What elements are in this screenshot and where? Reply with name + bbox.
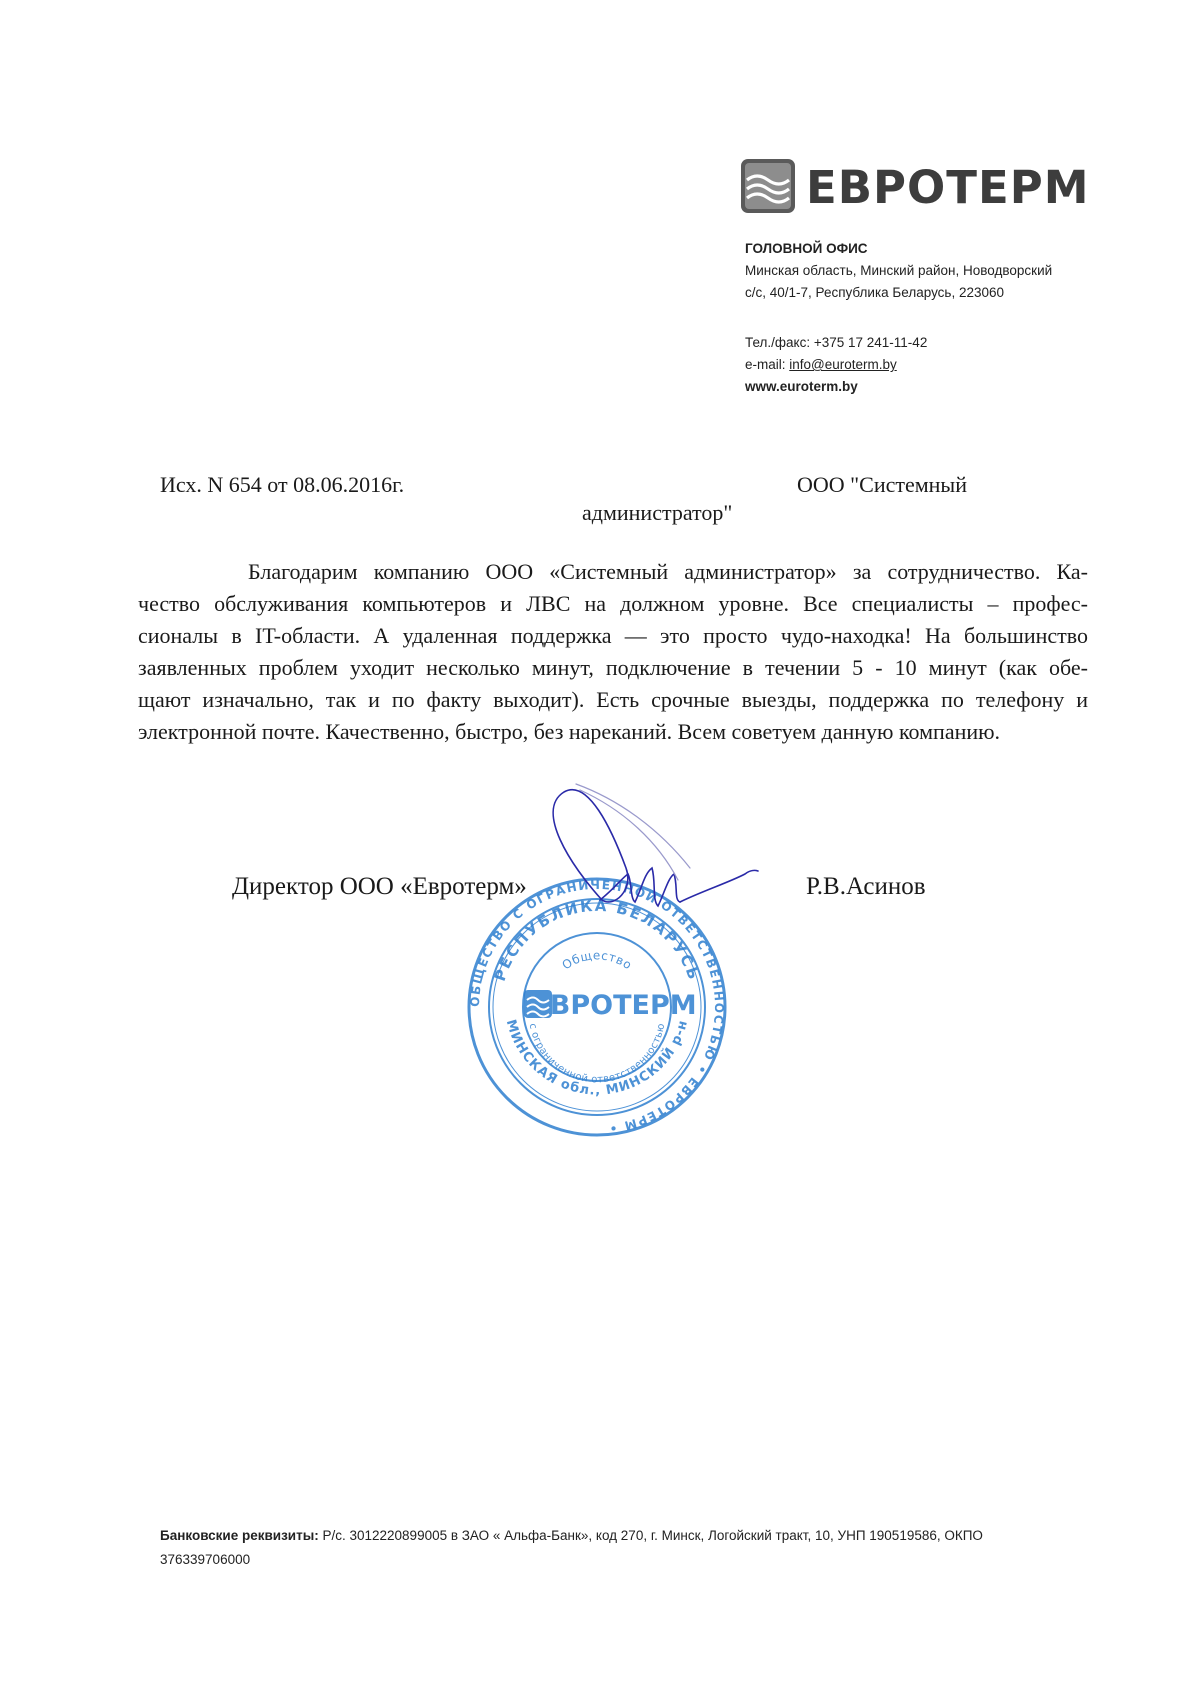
email-label: e-mail:	[745, 357, 790, 372]
handwritten-signature	[540, 770, 770, 940]
svg-text:Общество	[560, 948, 635, 972]
bank-details-line-2: 376339706000	[160, 1552, 251, 1567]
stamp-ring-bottom: МИНСКАЯ обл., МИНСКИЙ р-н	[502, 1017, 692, 1099]
logo-waves-icon	[740, 158, 796, 214]
office-heading: ГОЛОВНОЙ ОФИС	[745, 241, 868, 256]
signatory-title: Директор ООО «Евротерм»	[232, 873, 527, 900]
body-line: электронной почте. Качественно, быстро, без нареканий. Всем советуем данную компанию.	[138, 719, 1001, 744]
company-logo	[740, 158, 1100, 222]
address-line-1: Минская область, Минский район, Новодворский	[745, 263, 1053, 278]
recipient-line-1: ООО "Системный	[797, 472, 967, 497]
bank-details-label: Банковские реквизиты:	[160, 1528, 319, 1543]
website-link[interactable]: www.euroterm.by	[745, 379, 858, 394]
signatory-name: Р.В.Асинов	[806, 873, 926, 900]
stamp-outer-text: ОБЩЕСТВО С ОГРАНИЧЕННОЙ ОТВЕТСТВЕННОСТЬЮ • ЕВРОТЕРМ •	[467, 877, 727, 1136]
address-line-2: с/с, 40/1-7, Республика Беларусь, 223060	[745, 285, 1005, 300]
email-link[interactable]: info@euroterm.by	[789, 357, 897, 372]
letter-body	[138, 556, 1088, 748]
body-line: Благодарим компанию ООО «Системный администратор» за сотрудничество. Ка-	[248, 559, 1088, 584]
bank-details	[160, 1524, 1060, 1572]
body-line: щают изначально, так и по факту выходит). Есть срочные выезды, поддержка по телефону и	[138, 687, 1088, 712]
stamp-center-brand: ЕВРОТЕРМ	[531, 990, 697, 1021]
bank-details-text: Р/с. 3012220899005 в ЗАО « Альфа-Банк», код 270, г. Минск, Логойский тракт, 10, УНП 190519586, ОКПО	[318, 1528, 983, 1543]
contacts-block	[745, 332, 1165, 398]
stamp-inner-bottom: с ограниченной ответственностью	[526, 1022, 668, 1086]
recipient-line-2: администратор"	[582, 500, 733, 525]
body-line: заявленных проблем уходит несколько минут, подключение в течении 5 - 10 минут (как обе-	[138, 655, 1088, 680]
outgoing-number: Исх. N 654 от 08.06.2016г.	[160, 472, 405, 497]
email-row	[745, 354, 1165, 376]
phone-fax: Тел./факс: +375 17 241-11-42	[745, 335, 928, 350]
stamp-ring-top: РЕСПУБЛИКА БЕЛАРУСЬ	[490, 896, 704, 984]
stamp-inner-top: Общество	[559, 948, 635, 973]
office-address-block	[745, 238, 1165, 304]
logo-wordmark: ЕВРОТЕРМ	[806, 161, 1090, 214]
bank-details-line-1	[160, 1524, 1060, 1548]
body-line: чество обслуживания компьютеров и ЛВС на должном уровне. Все специалисты – профес-	[138, 591, 1088, 616]
body-line: сионалы в IT-области. А удаленная поддержка — это просто чудо-находка! На большинство	[138, 623, 1088, 648]
